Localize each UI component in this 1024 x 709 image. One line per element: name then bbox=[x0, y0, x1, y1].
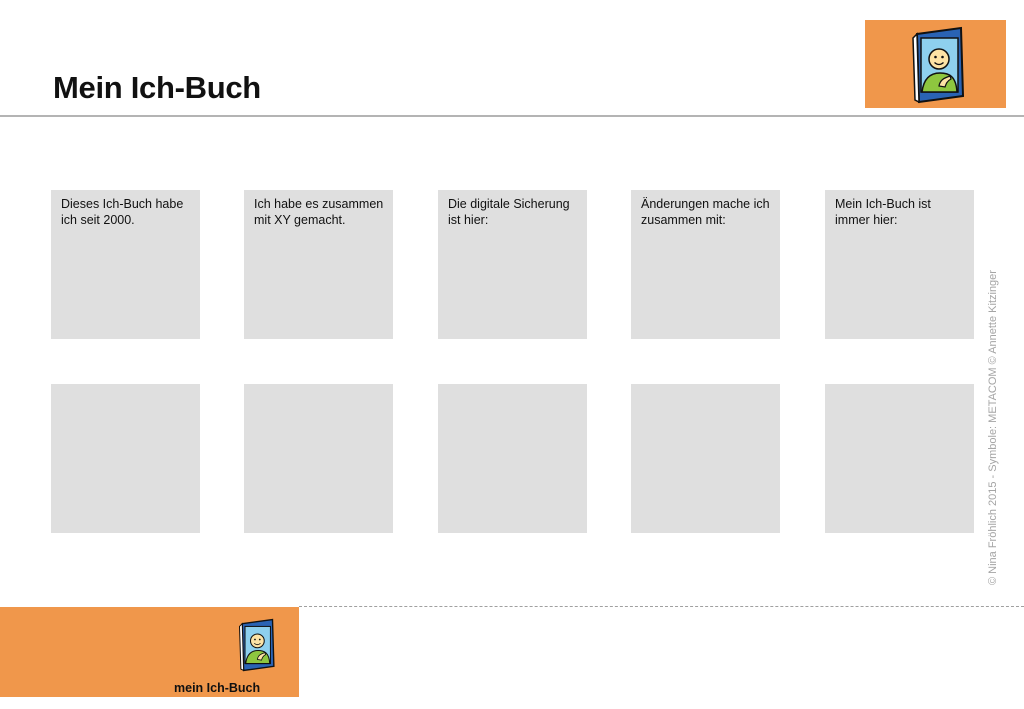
card-7[interactable] bbox=[244, 384, 393, 533]
card-10[interactable] bbox=[825, 384, 974, 533]
card-2[interactable]: Ich habe es zusammen mit XY gemacht. bbox=[244, 190, 393, 339]
card-1[interactable]: Dieses Ich-Buch habe ich seit 2000. bbox=[51, 190, 200, 339]
title-divider bbox=[0, 115, 1024, 117]
copyright-text: © Nina Fröhlich 2015 - Symbole: METACOM © Annette Kitzinger bbox=[987, 270, 999, 585]
card-6[interactable] bbox=[51, 384, 200, 533]
book-person-icon bbox=[234, 614, 278, 676]
book-person-icon bbox=[905, 26, 969, 104]
footer-tab[interactable] bbox=[0, 607, 299, 697]
page-title: Mein Ich-Buch bbox=[53, 70, 261, 105]
card-4[interactable]: Änderungen mache ich zusammen mit: bbox=[631, 190, 780, 339]
card-5[interactable]: Mein Ich-Buch ist immer hier: bbox=[825, 190, 974, 339]
card-9[interactable] bbox=[631, 384, 780, 533]
card-8[interactable] bbox=[438, 384, 587, 533]
footer-label: mein Ich-Buch bbox=[174, 681, 261, 695]
header-badge bbox=[865, 20, 1006, 108]
dashed-divider bbox=[299, 606, 1024, 607]
card-3[interactable]: Die digitale Sicherung ist hier: bbox=[438, 190, 587, 339]
